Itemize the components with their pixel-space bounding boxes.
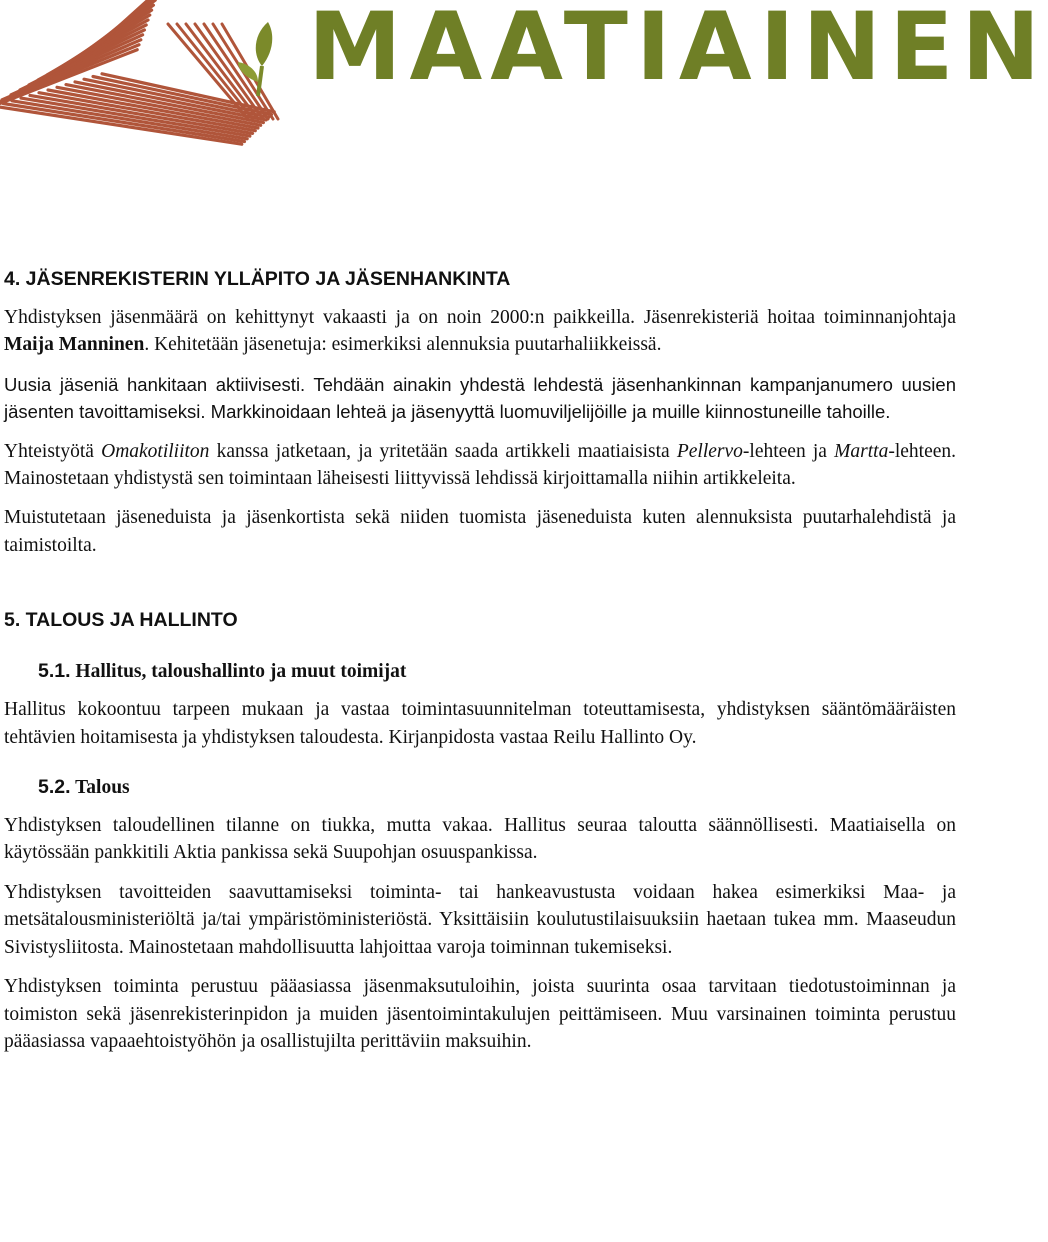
- section-5-1-paragraph-1: Hallitus kokoontuu tarpeen mukaan ja vastaa toimintasuunnitelman toteuttamisesta, yhdistyksen sääntömääräisten tehtävien hoitamisesta ja yhdistyksen taloudesta. Kirjanpidosta vastaa Reilu Hallinto Oy.: [4, 699, 956, 748]
- section-4-heading: 4. JÄSENREKISTERIN YLLÄPITO JA JÄSENHANKINTA: [4, 268, 511, 290]
- maatiainen-logo: [18, 0, 1048, 140]
- text-run: Yhdistyksen jäsenmäärä on kehittynyt vakaasti ja on noin 2000:n paikkeilla. Jäsenrekisteriä hoitaa toiminnanjohtaja: [4, 307, 956, 328]
- section-title: Talous: [75, 777, 130, 799]
- section-5-2-heading: [38, 773, 956, 802]
- section-number: 5.2.: [38, 776, 71, 799]
- text-run: -lehteen ja: [742, 440, 835, 462]
- text-run: -lehteen. Mainostetaan yhdistystä sen toimintaan läheisesti liittyvissä lehdissä kirjoittamalla niihin artikkeleita.: [4, 440, 957, 490]
- magazine-name: Martta: [834, 440, 889, 462]
- section-4-paragraph-2: Uusia jäseniä hankitaan aktiivisesti. Tehdään ainakin yhdestä lehdestä jäsenhankinnan kampanjanumero uusien jäsenten tavoittamiseksi. Markkinoidaan lehteä ja jäsenyyttä luomuviljelijöille ja muille kiinnostuneille tahoille.: [4, 373, 956, 423]
- text-run: kanssa jatketaan, ja yritetään saada artikkeli maatiaisista: [209, 440, 677, 462]
- section-number: 5.1.: [38, 660, 71, 683]
- section-5-heading: 5. TALOUS JA HALLINTO: [4, 609, 238, 632]
- woven-lattice-icon: [18, 4, 318, 136]
- section-4-paragraph-1: [4, 304, 956, 359]
- section-5-2-paragraph-2: Yhdistyksen tavoitteiden saavuttamiseksi toiminta- tai hankeavustusta voidaan hakea esimerkiksi Maa- ja metsätalousministeriöltä ja/tai ympäristöministeriöstä. Yksittäisiin koulutustilaisuuksiin haetaan tukea mm. Maaseudun Sivistysliitosta. Mainostetaan mahdollisuutta lahjoittaa varoja toiminnan tukemiseksi.: [4, 881, 956, 958]
- document-body: [4, 264, 956, 1055]
- section-5-2-paragraph-3: Yhdistyksen toiminta perustuu pääasiassa jäsenmaksutuloihin, joista suurinta osaa tarvitaan tiedotustoiminnan ja toimiston sekä jäsenrekisterinpidon ja muiden jäsentoimintakulujen peittämiseen. Muu varsinainen toiminta perustuu pääasiassa vapaaehtoistyöhön ja osallistujilta perittäviin maksuihin.: [4, 976, 956, 1052]
- section-5-2-paragraph-1: Yhdistyksen taloudellinen tilanne on tiukka, mutta vakaa. Hallitus seuraa taloutta säännöllisesti. Maatiaisella on käytössään pankkitili Aktia pankissa sekä Suupohjan osuuspankissa.: [4, 815, 956, 864]
- section-title: Hallitus, taloushallinto ja muut toimijat: [75, 661, 407, 683]
- section-5-1-heading: [38, 657, 956, 686]
- logo-wordmark: MAATIAINEN: [308, 0, 1048, 102]
- magazine-name: Pellervo: [676, 440, 743, 462]
- coordinator-name: Maija Manninen: [4, 334, 145, 356]
- text-run: Yhteistyötä: [4, 440, 102, 462]
- text-run: . Kehitetään jäsenetuja: esimerkiksi alennuksia puutarhaliikkeissä.: [144, 334, 662, 356]
- section-4-paragraph-4: Muistutetaan jäseneduista ja jäsenkortista sekä niiden tuomista jäseneduista kuten alennuksista puutarhalehdistä ja taimistoilta.: [4, 507, 956, 556]
- org-name: Omakotiliiton: [101, 440, 210, 462]
- section-4-paragraph-3: [4, 438, 956, 493]
